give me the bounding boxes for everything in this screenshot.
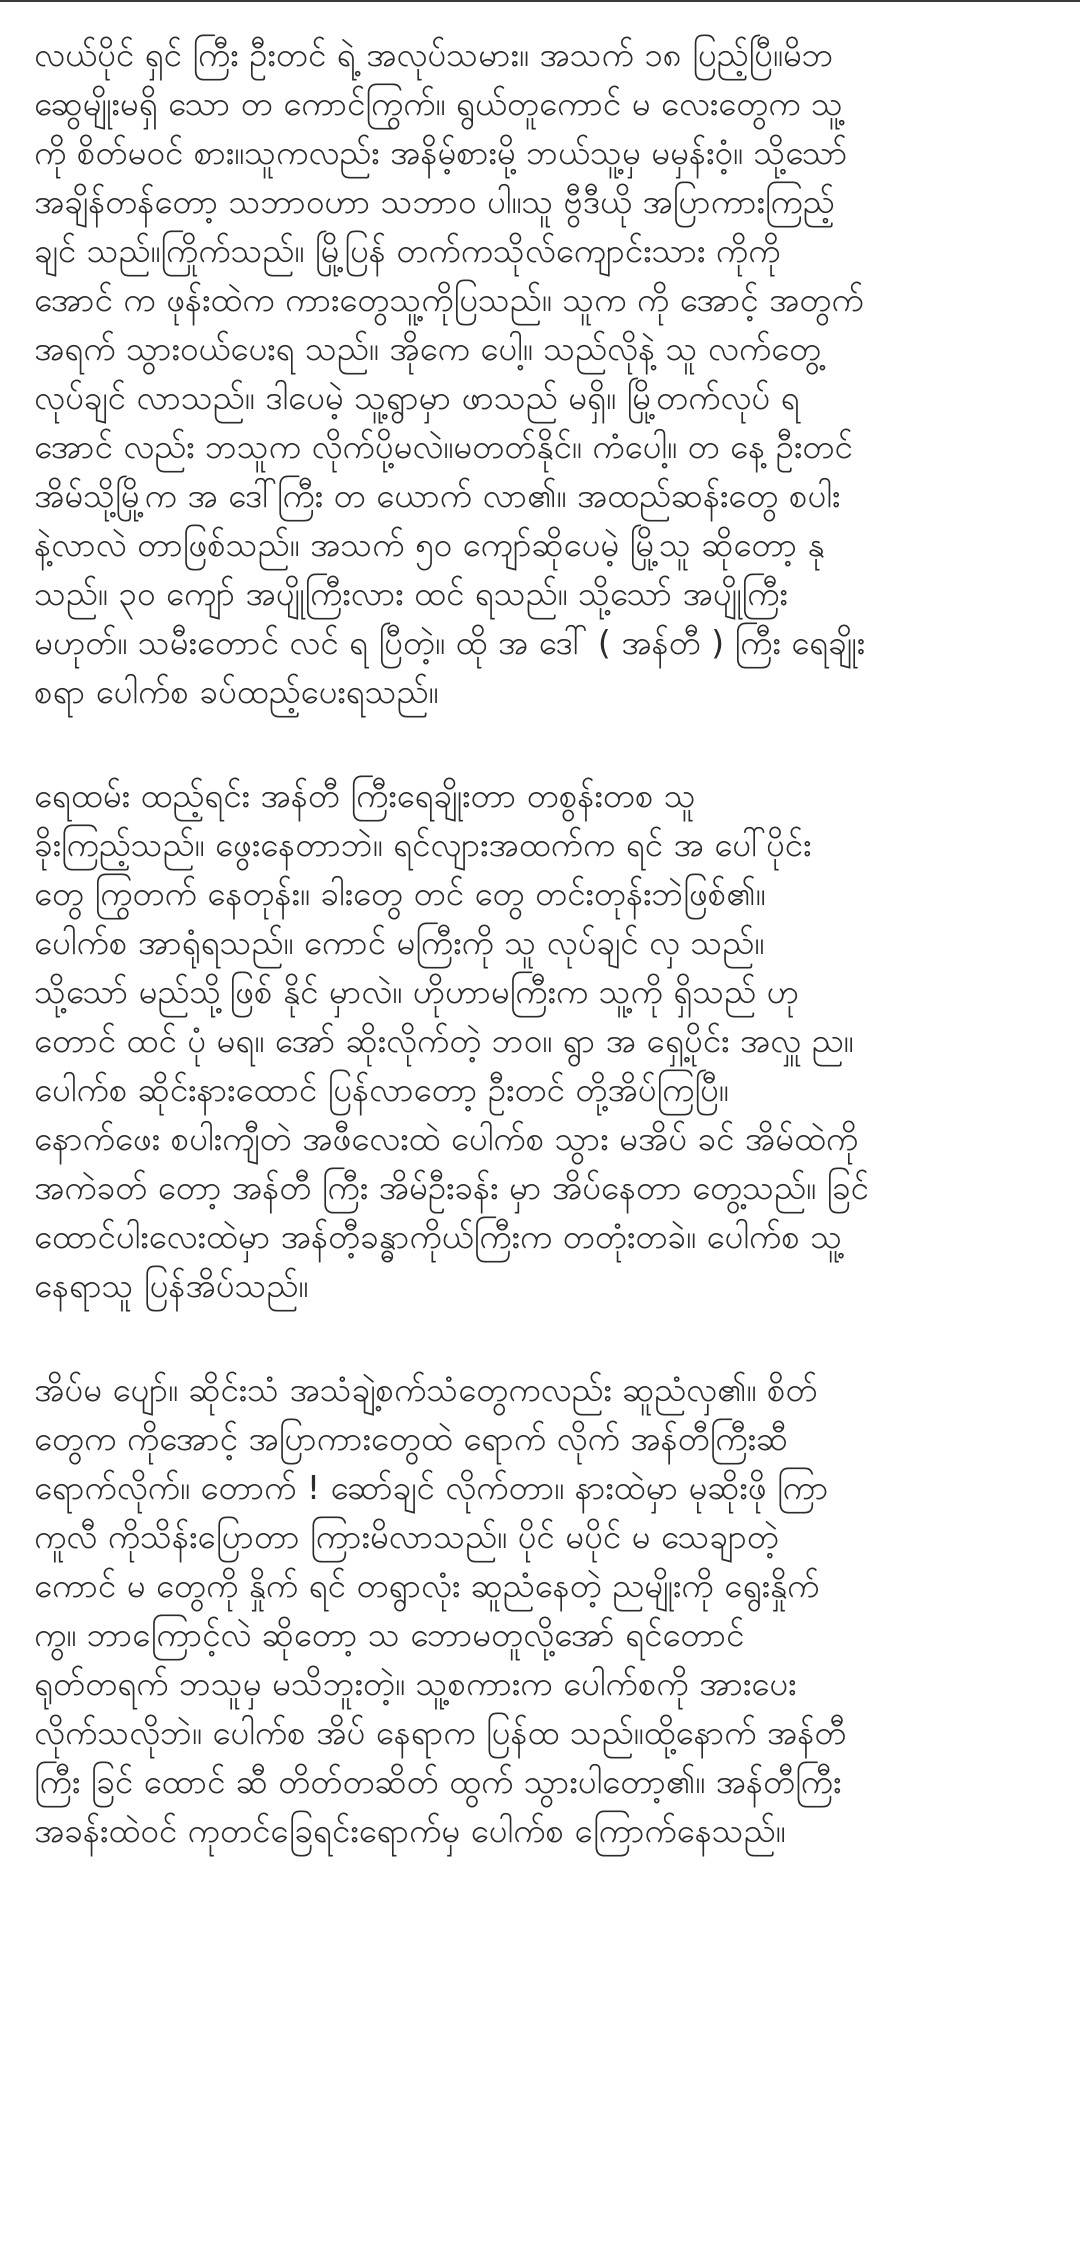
top-divider <box>0 0 1080 2</box>
article-paragraph-2: ရေထမ်း ထည့်ရင်း အန်တီ ကြီးရေချိုးတာ တစွန်းတစ သူ ခိုးကြည့်သည်။ ဖွေးနေတာဘဲ။ ရင်လျားအထက်က ရင် အ ပေါ်ပိုင်း တွေ ကြွတက် နေတုန်း။ ခါးတွေ တင် တွေ တင်းတုန်းဘဲဖြစ်၏။ ပေါက်စ အာရုံရသည်။ ကောင် မကြီးကို သူ လုပ်ချင် လှ သည်။ သို့သော် မည်သို့ဖြစ် နိုင် မှာလဲ။ ဟိုဟာမကြီးက သူ့ကို ရှိသည် ဟု တောင် ထင် ပုံ မရ။ အော် ဆိုးလိုက်တဲ့ ဘဝ။ ရွာ အ ရှေ့ပိုင်း အလှူ ည။ ပေါက်စ ဆိုင်းနားထောင် ပြန်လာတော့ ဦးတင် တို့အိပ်ကြပြီ။ နောက်ဖေး စပါးကျီတဲ အဖီလေးထဲ ပေါက်စ သွား မအိပ် ခင် အိမ်ထဲကို အကဲခတ် တော့ အန်တီ ကြီး အိမ်ဦးခန်း မှာ အိပ်နေတာ တွေ့သည်။ ခြင် ထောင်ပါးလေးထဲမှာ အန်တီ့ခန္ဓာကိုယ်ကြီးက တတုံးတခဲ။ ပေါက်စ သူ့ နေရာသူ ပြန်အိပ်သည်။ <box>34 776 869 1305</box>
article-paragraph-3: အိပ်မ ပျော်။ ဆိုင်းသံ အသံချဲ့စက်သံတွေကလည်း ဆူညံလှ၏။ စိတ် တွေက ကိုအောင့် အပြာကားတွေထဲ ရောက် လိုက် အန်တီကြီးဆီ ရောက်လိုက်။ တောက် ! ဆော်ချင် လိုက်တာ။ နားထဲမှာ မုဆိုးဖို ကြာ ကူလီ ကိုသိန်းပြောတာ ကြားမိလာသည်။ ပိုင် မပိုင် မ သေချာတဲ့ ကောင် မ တွေကို နှိုက် ရင် တရွာလုံး ဆူညံနေတဲ့ ညမျိုးကို ရွေးနှိုက် ကွ။ ဘာကြောင့်လဲ ဆိုတော့ သ ဘောမတူလို့အော် ရင်တောင် ရုတ်တရက် ဘသူမှ မသိဘူးတဲ့။ သူ့စကားက ပေါက်စကို အားပေး လိုက်သလိုဘဲ။ ပေါက်စ အိပ် နေရာက ပြန်ထ သည်။ထို့နောက် အန်တီ ကြီး ခြင် ထောင် ဆီ တိတ်တဆိတ် ထွက် သွားပါတော့၏။ အန်တီကြီး အခန်းထဲဝင် ကုတင်ခြေရင်းရောက်မှ ပေါက်စ ကြောက်နေသည်။ <box>34 1370 847 1850</box>
article-paragraph-1: လယ်ပိုင် ရှင် ကြီး ဦးတင် ရဲ့ အလုပ်သမား။ အသက် ၁၈ ပြည့်ပြီ။မိဘ ဆွေမျိုးမရှိ သော တ ကောင်ကြွက်။ ရွယ်တူကောင် မ လေးတွေက သူ့ ကို စိတ်မဝင် စား။သူကလည်း အနိမ့်စားမို့ ဘယ်သူ့မှ မမှန်းဝံ့။ သို့သော် အချိန်တန်တော့ သဘာဝဟာ သဘာဝ ပါ။သူ ဗွီဒီယို အပြာကားကြည့် ချင် သည်။ကြိုက်သည်။ မြို့ပြန် တက်ကသိုလ်ကျောင်းသား ကိုကို အောင် က ဖုန်းထဲက ကားတွေသူ့ကိုပြသည်။ သူက ကို အောင့် အတွက် အရက် သွားဝယ်ပေးရ သည်။ အိုကေ ပေါ့။ သည်လိုနဲ့ သူ လက်တွေ့ လုပ်ချင် လာသည်။ ဒါပေမဲ့ သူ့ရွာမှာ ဖာသည် မရှိ။ မြို့တက်လုပ် ရ အောင် လည်း ဘသူက လိုက်ပို့မလဲ။မတတ်နိုင်။ ကံပေါ့။ တ နေ့ ဦးတင် အိမ်သို့မြို့က အ ဒေါ်ကြီး တ ယောက် လာ၏။ အထည်ဆန်းတွေ စပါး နဲ့လာလဲ တာဖြစ်သည်။ အသက် ၅၀ ကျော်ဆိုပေမဲ့ မြို့သူ ဆိုတော့ နု သည်။ ၃၀ ကျော် အပျိုကြီးလား ထင် ရသည်။ သို့သော် အပျိုကြီး မဟုတ်။ သမီးတောင် လင် ရ ပြီတဲ့။ ထို အ ဒေါ် ( အန်တီ ) ကြီး ရေချိုး စရာ ပေါက်စ ခပ်ထည့်ပေးရသည်။ <box>34 35 866 711</box>
article-body <box>34 30 1044 1855</box>
